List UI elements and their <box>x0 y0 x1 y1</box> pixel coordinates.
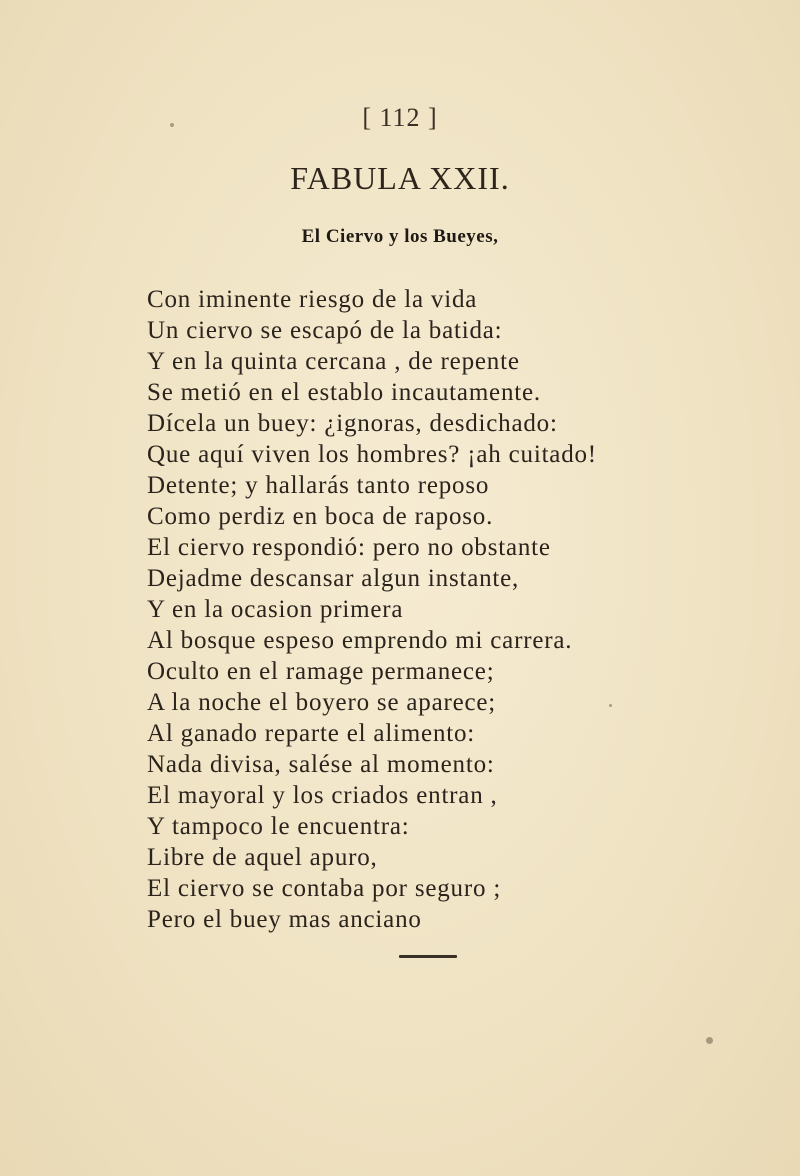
poem-line: A la noche el boyero se aparece; <box>147 689 497 716</box>
fable-title: FABULA XXII. <box>290 160 510 196</box>
poem-line: Un ciervo se escapó de la batida: <box>147 317 503 344</box>
poem-line: El mayoral y los criados entran , <box>147 782 498 809</box>
poem-line: Oculto en el ramage permanece; <box>147 658 495 685</box>
poem-line: Con iminente riesgo de la vida <box>147 286 478 313</box>
poem-line: El ciervo se contaba por seguro ; <box>147 875 502 902</box>
poem-line: Al ganado reparte el alimento: <box>147 720 476 747</box>
poem-line: Y en la quinta cercana , de repente <box>147 348 520 375</box>
poem-line: Y tampoco le encuentra: <box>147 813 410 840</box>
poem-line: Nada divisa, salése al momento: <box>147 751 495 778</box>
poem-line: Dícela un buey: ¿ignoras, desdichado: <box>147 410 558 437</box>
poem-line: Como perdiz en boca de raposo. <box>147 503 494 530</box>
fable-subtitle: El Ciervo y los Bueyes, <box>301 226 499 247</box>
poem-line: El ciervo respondió: pero no obstante <box>147 534 551 561</box>
poem-line: Detente; y hallarás tanto reposo <box>147 472 490 499</box>
paper-speck <box>170 123 174 127</box>
paper-speck <box>609 704 612 707</box>
poem-line: Al bosque espeso emprendo mi carrera. <box>147 627 573 654</box>
poem-text <box>147 284 707 935</box>
paper-speck <box>706 1037 713 1044</box>
poem-line: Libre de aquel apuro, <box>147 844 378 871</box>
poem-line: Se metió en el establo incautamente. <box>147 379 541 406</box>
poem-line: Dejadme descansar algun instante, <box>147 565 520 592</box>
poem-line: Pero el buey mas anciano <box>147 906 422 933</box>
page-number: [ 112 ] <box>362 103 438 132</box>
poem-line: Y en la ocasion primera <box>147 596 404 623</box>
poem-line: Que aquí viven los hombres? ¡ah cuitado! <box>147 441 597 468</box>
end-rule <box>399 955 457 958</box>
